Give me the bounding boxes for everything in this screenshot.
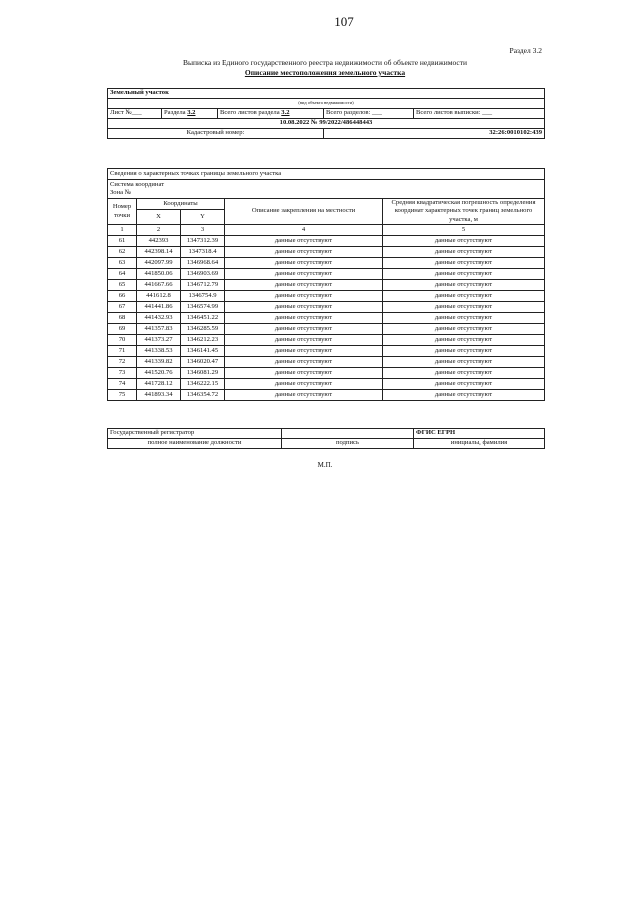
coord-x: 441667.66: [137, 280, 181, 291]
name-caption: инициалы, фамилия: [414, 439, 545, 449]
sheet-label: Лист №___: [110, 109, 142, 117]
error-value: данные отсутствуют: [383, 291, 545, 302]
description: данные отсутствуют: [225, 280, 383, 291]
description: данные отсутствуют: [225, 269, 383, 280]
col-num-5: 5: [383, 225, 545, 236]
table-row: [108, 335, 545, 346]
signature-table: [107, 428, 545, 449]
coord-x: 441373.27: [137, 335, 181, 346]
description: данные отсутствуют: [225, 346, 383, 357]
table-row: [108, 368, 545, 379]
coord-y: 1346754.9: [181, 291, 225, 302]
coord-y: 1346020.47: [181, 357, 225, 368]
position-caption: полное наименование должности: [108, 439, 282, 449]
col-point-number: Номер точки: [108, 199, 137, 225]
col-coordinates: Координаты: [137, 199, 225, 210]
description: данные отсутствуют: [225, 302, 383, 313]
point-number: 67: [108, 302, 137, 313]
point-number: 71: [108, 346, 137, 357]
coord-x: 441339.82: [137, 357, 181, 368]
error-value: данные отсутствуют: [383, 313, 545, 324]
error-value: данные отсутствуют: [383, 324, 545, 335]
coord-y: 1347318.4: [181, 247, 225, 258]
point-number: 64: [108, 269, 137, 280]
description: данные отсутствуют: [225, 247, 383, 258]
description: данные отсутствуют: [225, 357, 383, 368]
table-row: [108, 324, 545, 335]
coord-y: 1346081.29: [181, 368, 225, 379]
coord-y: 1346968.64: [181, 258, 225, 269]
object-type-caption: (вид объекта недвижимости): [108, 99, 545, 109]
point-number: 74: [108, 379, 137, 390]
coord-y: 1346354.72: [181, 390, 225, 401]
coord-y: 1346222.15: [181, 379, 225, 390]
total-sheets-section-cell: [218, 109, 324, 119]
error-value: данные отсутствуют: [383, 269, 545, 280]
coord-x: 441728.12: [137, 379, 181, 390]
description: данные отсутствуют: [225, 291, 383, 302]
table-row: [108, 280, 545, 291]
coord-y: 1346141.45: [181, 346, 225, 357]
coord-x: 442097.99: [137, 258, 181, 269]
error-value: данные отсутствуют: [383, 258, 545, 269]
section-cell: [162, 109, 218, 119]
coord-y: 1346212.23: [181, 335, 225, 346]
point-number: 73: [108, 368, 137, 379]
error-value: данные отсутствуют: [383, 379, 545, 390]
error-value: данные отсутствуют: [383, 357, 545, 368]
description: данные отсутствуют: [225, 313, 383, 324]
table-row: [108, 390, 545, 401]
total-sections-cell: Всего разделов: ___: [324, 109, 414, 119]
cadastral-number: 32:26:0010102:439: [324, 129, 545, 139]
description: данные отсутствуют: [225, 236, 383, 247]
header-table: [107, 88, 545, 139]
total-sheets-section-label: Всего листов раздела: [220, 109, 280, 117]
table-row: [108, 236, 545, 247]
col-num-4: 4: [225, 225, 383, 236]
coord-system: Система координат: [110, 180, 165, 188]
total-sheets-section-value: 3.2: [281, 109, 290, 117]
date-number: 10.08.2022 № 99/2022/486448443: [108, 119, 545, 129]
coord-y: 1346574.99: [181, 302, 225, 313]
points-heading: Сведения о характерных точках границы земельного участка: [108, 169, 545, 180]
col-description: Описание закрепления на местности: [225, 199, 383, 225]
table-row: [108, 357, 545, 368]
object-type: Земельный участок: [108, 89, 545, 99]
cadastral-label: Кадастровый номер:: [108, 129, 324, 139]
org-name: ФГИС ЕГРН: [414, 429, 545, 439]
points-table: [107, 168, 545, 401]
table-row: [108, 379, 545, 390]
error-value: данные отсутствуют: [383, 236, 545, 247]
error-value: данные отсутствуют: [383, 302, 545, 313]
coord-y: 1347312.39: [181, 236, 225, 247]
section-value: 3.2: [187, 109, 196, 117]
zone: Зона №: [110, 189, 131, 196]
col-num-3: 3: [181, 225, 225, 236]
table-row: [108, 258, 545, 269]
description: данные отсутствуют: [225, 258, 383, 269]
table-row: [108, 269, 545, 280]
point-number: 61: [108, 236, 137, 247]
table-row: [108, 291, 545, 302]
description: данные отсутствуют: [225, 324, 383, 335]
coord-x: 441338.53: [137, 346, 181, 357]
coord-x: 441357.83: [137, 324, 181, 335]
point-number: 68: [108, 313, 137, 324]
coord-x: 441850.06: [137, 269, 181, 280]
error-value: данные отсутствуют: [383, 247, 545, 258]
point-number: 70: [108, 335, 137, 346]
coord-x: 441612.8: [137, 291, 181, 302]
total-sections-label: Всего разделов:: [326, 109, 371, 117]
table-row: [108, 313, 545, 324]
point-number: 72: [108, 357, 137, 368]
point-number: 65: [108, 280, 137, 291]
point-number: 66: [108, 291, 137, 302]
coord-x: 441893.34: [137, 390, 181, 401]
col-x: X: [137, 210, 181, 225]
coord-x: 441520.76: [137, 368, 181, 379]
point-number: 69: [108, 324, 137, 335]
total-sheets-extract-cell: Всего листов выписки: ___: [414, 109, 545, 119]
coord-y: 1346712.79: [181, 280, 225, 291]
sheet-number: [108, 109, 162, 119]
error-value: данные отсутствуют: [383, 335, 545, 346]
coord-x: 441441.86: [137, 302, 181, 313]
table-row: [108, 346, 545, 357]
description: данные отсутствуют: [225, 335, 383, 346]
signature-blank: [282, 429, 414, 439]
table-row: [108, 247, 545, 258]
point-number: 63: [108, 258, 137, 269]
col-num-1: 1: [108, 225, 137, 236]
coord-x: 442398.14: [137, 247, 181, 258]
registrar-label: Государственный регистратор: [108, 429, 282, 439]
table-row: [108, 302, 545, 313]
coord-y: 1346285.59: [181, 324, 225, 335]
total-sheets-extract-label: Всего листов выписки:: [416, 109, 481, 117]
description: данные отсутствуют: [225, 379, 383, 390]
coord-y: 1346903.69: [181, 269, 225, 280]
section-word: Раздела: [164, 109, 186, 117]
error-value: данные отсутствуют: [383, 346, 545, 357]
coord-y: 1346451.22: [181, 313, 225, 324]
sign-caption: подпись: [282, 439, 414, 449]
description: данные отсутствуют: [225, 390, 383, 401]
col-y: Y: [181, 210, 225, 225]
document-title: Выписка из Единого государственного реестра недвижимости об объекте недвижимости: [182, 58, 468, 67]
error-value: данные отсутствуют: [383, 280, 545, 291]
stamp-place: М.П.: [317, 461, 333, 469]
col-error: Средняя квадратическая погрешность определения координат характерных точек границ земельного участка, м: [383, 199, 545, 225]
document-subtitle: Описание местоположения земельного участка: [244, 68, 406, 77]
coord-x: 441432.93: [137, 313, 181, 324]
point-number: 62: [108, 247, 137, 258]
coord-system-cell: [108, 180, 545, 199]
section-label: Раздел 3.2: [509, 46, 542, 55]
error-value: данные отсутствуют: [383, 368, 545, 379]
page-number: 107: [334, 14, 354, 29]
col-num-2: 2: [137, 225, 181, 236]
error-value: данные отсутствуют: [383, 390, 545, 401]
point-number: 75: [108, 390, 137, 401]
coord-x: 442393: [137, 236, 181, 247]
description: данные отсутствуют: [225, 368, 383, 379]
